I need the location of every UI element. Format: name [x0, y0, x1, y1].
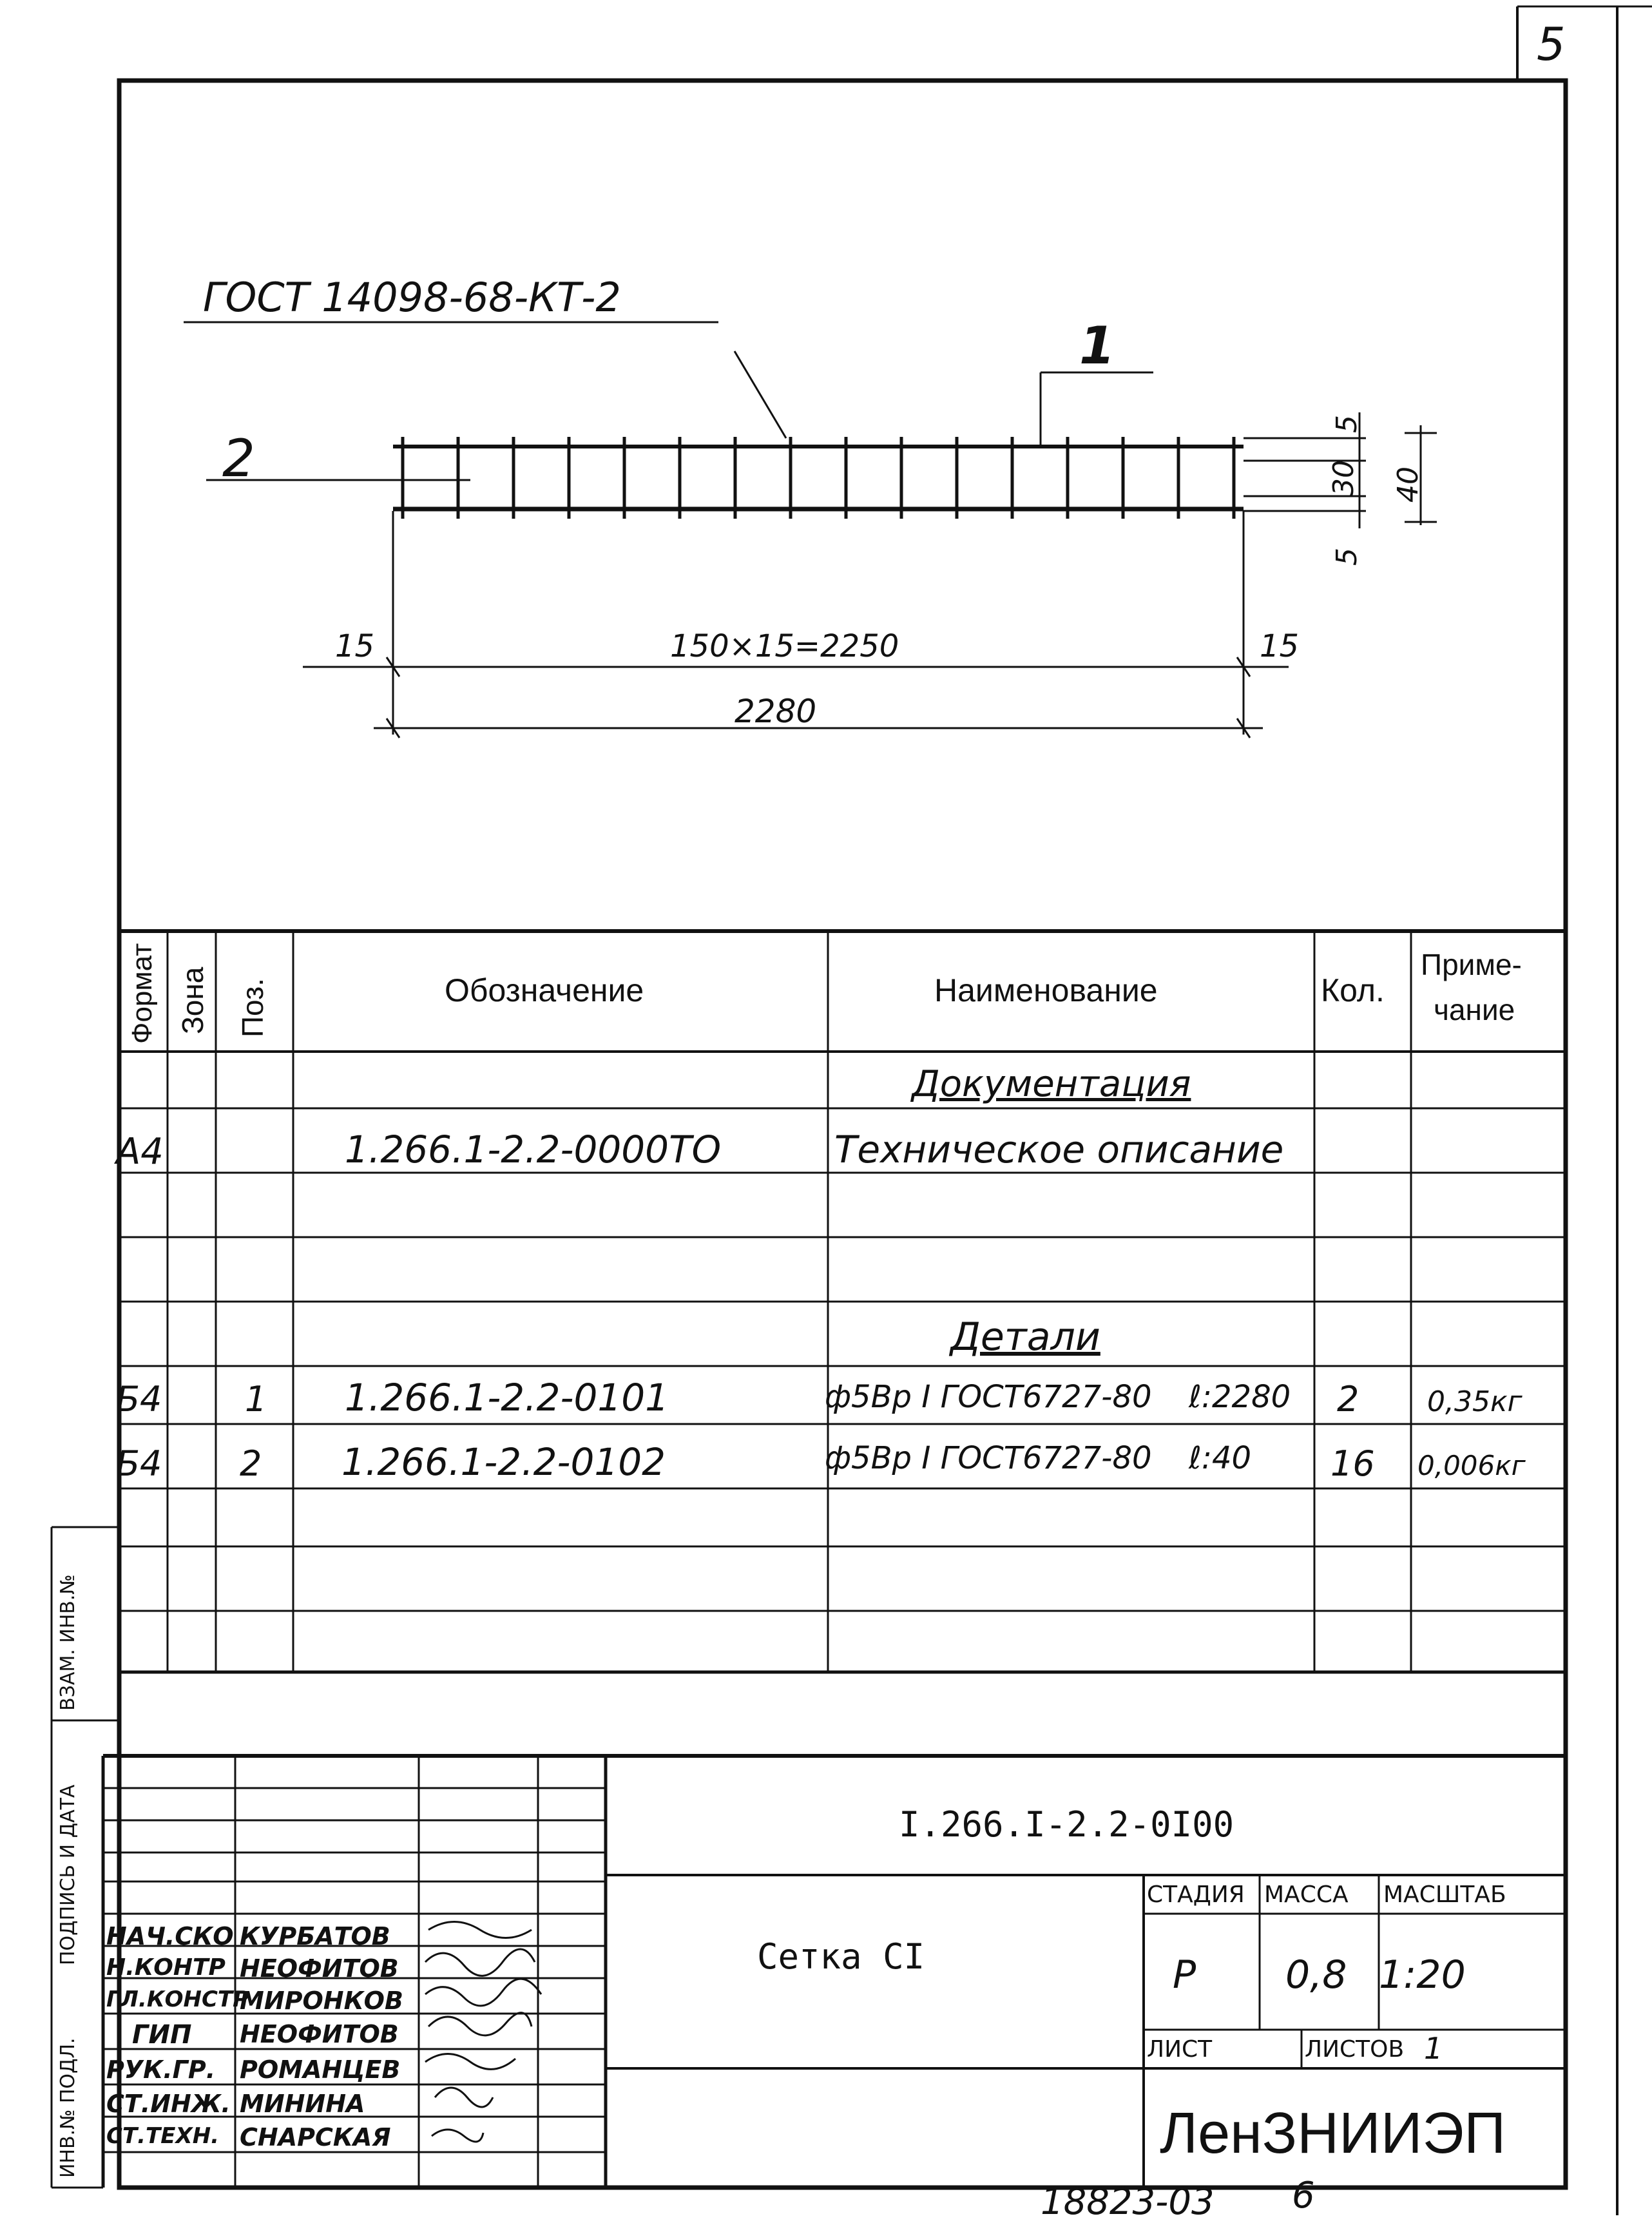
signer-name: НЕОФИТОВ — [240, 2020, 399, 2048]
signer-role: ГИП — [132, 2020, 192, 2050]
col-header-zone: Зона — [176, 967, 209, 1034]
doc-title: Сетка СI — [757, 1936, 925, 1977]
dim-left: 15 — [335, 628, 375, 664]
row-1-pos: 1 — [245, 1379, 267, 1419]
section-docs: Документация — [912, 1063, 1191, 1105]
row-1-length: ℓ:2280 — [1189, 1379, 1291, 1415]
side-stamp-inventory: ИНВ.№ ПОДЛ. — [57, 2037, 79, 2178]
sheets-label: ЛИСТОВ — [1305, 2036, 1405, 2063]
standard-label: ГОСТ 14098-68-КТ-2 — [203, 274, 621, 321]
org-name: ЛенЗНИИЭП — [1160, 2101, 1506, 2166]
signer-role: СТ.ИНЖ. — [106, 2090, 231, 2118]
scale-value: 1:20 — [1379, 1952, 1466, 1997]
callout-1: 1 — [1079, 316, 1115, 376]
signer-name: РОМАНЦЕВ — [240, 2055, 401, 2084]
row-2-pos: 2 — [240, 1443, 262, 1484]
row-2-format: Б4 — [116, 1443, 162, 1484]
dim-bottom-5: 5 — [1330, 548, 1363, 566]
doc-row-name: Техническое описание — [834, 1128, 1284, 1171]
dim-right: 15 — [1260, 628, 1300, 664]
mass-label: МАССА — [1264, 1881, 1349, 1908]
dim-total: 2280 — [735, 693, 817, 730]
col-header-name: Наименование — [934, 972, 1158, 1008]
signer-name: СНАРСКАЯ — [240, 2123, 391, 2151]
signer-role: Н.КОНТР — [106, 1954, 226, 1981]
dim-30: 30 — [1327, 460, 1360, 496]
doc-row-designation: 1.266.1-2.2-0000ТО — [345, 1128, 722, 1171]
stage-label: СТАДИЯ — [1147, 1881, 1245, 1908]
section-parts: Детали — [950, 1314, 1100, 1360]
row-2-length: ℓ:40 — [1189, 1440, 1252, 1476]
signer-role: ГЛ.КОНСТР — [106, 1987, 249, 2012]
row-1-designation: 1.266.1-2.2-0101 — [345, 1376, 669, 1419]
col-header-format: Формат — [126, 943, 158, 1044]
col-header-designation: Обозначение — [445, 972, 644, 1008]
dim-middle: 150×15=2250 — [670, 628, 899, 664]
signer-name: МИНИНА — [240, 2090, 365, 2118]
order-sheet: 6 — [1292, 2175, 1315, 2217]
col-header-qty: Кол. — [1321, 972, 1385, 1008]
row-2-name: ф5Вр I ГОСТ6727-80 — [825, 1440, 1152, 1476]
col-header-note-1: Приме- — [1421, 948, 1522, 981]
signer-role: СТ.ТЕХН. — [106, 2123, 220, 2149]
dim-40: 40 — [1392, 467, 1425, 503]
doc-number: I.266.I-2.2-0I00 — [899, 1804, 1234, 1845]
row-1-name: ф5Вр I ГОСТ6727-80 — [825, 1379, 1152, 1415]
stage-value: Р — [1173, 1952, 1196, 1997]
row-2-note: 0,006кг — [1417, 1450, 1526, 1481]
side-stamp-signature: ПОДПИСЬ И ДАТА — [57, 1784, 79, 1965]
order-number: 18823-03 — [1041, 2181, 1215, 2223]
signer-name: КУРБАТОВ — [240, 1922, 390, 1950]
col-header-note-2: чание — [1434, 993, 1515, 1026]
doc-row-format: А4 — [116, 1131, 164, 1173]
row-2-designation: 1.266.1-2.2-0102 — [341, 1440, 666, 1484]
dim-top-5: 5 — [1330, 415, 1363, 433]
mass-value: 0,8 — [1285, 1952, 1347, 1997]
scale-label: МАСШТАБ — [1383, 1881, 1506, 1908]
callout-2: 2 — [222, 428, 255, 488]
row-1-note: 0,35кг — [1427, 1385, 1522, 1418]
sheet-corner-number: 5 — [1537, 18, 1566, 71]
col-header-pos: Поз. — [236, 978, 269, 1037]
sheet-label: ЛИСТ — [1147, 2036, 1213, 2063]
signer-name: МИРОНКОВ — [240, 1987, 403, 2015]
signer-name: НЕОФИТОВ — [240, 1954, 399, 1983]
row-2-qty: 16 — [1330, 1443, 1375, 1484]
sheets-count: 1 — [1424, 2031, 1443, 2066]
signer-role: РУК.ГР. — [106, 2055, 216, 2084]
row-1-qty: 2 — [1337, 1379, 1359, 1419]
signer-role: НАЧ.СКО — [106, 1922, 234, 1950]
side-stamp-replacement: ВЗАМ. ИНВ.№ — [57, 1574, 79, 1711]
row-1-format: Б4 — [116, 1379, 162, 1419]
